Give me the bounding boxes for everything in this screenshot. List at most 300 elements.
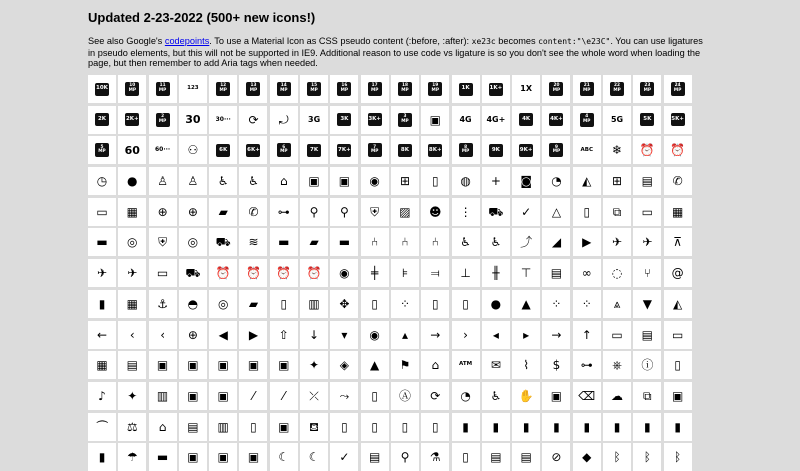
icon-tile-battery-5-bar[interactable]: [482, 413, 510, 441]
arrow-upward-icon: ↑: [581, 327, 592, 342]
icon-tile-add-alarm[interactable]: [542, 167, 570, 195]
icon-tile-add-chart[interactable]: [118, 198, 146, 226]
icon-tile-8mp[interactable]: [452, 136, 480, 164]
8k-plus-icon: 8K+: [428, 144, 442, 157]
icon-tile-airline-seat-legroom-extra[interactable]: [361, 228, 389, 256]
icon-tile-auto-delete[interactable]: [209, 382, 237, 410]
beach-access-icon: ☂: [126, 450, 138, 465]
icon-tile-account-tree[interactable]: [391, 167, 419, 195]
icon-tile-60fps-select[interactable]: [149, 136, 177, 164]
icon-tile-backup[interactable]: [603, 382, 631, 410]
icon-tile-admin-panel-settings[interactable]: [149, 228, 177, 256]
icon-tile-7k-plus[interactable]: [330, 136, 358, 164]
icon-tile-balcony[interactable]: [149, 413, 177, 441]
icon-tile-assistant[interactable]: [300, 351, 328, 379]
bedroom-parent-icon: ▣: [247, 450, 260, 465]
icon-tile-apps-outage[interactable]: [573, 290, 601, 318]
60fps-icon: 60: [124, 143, 140, 157]
icon-tile-account-circle[interactable]: [361, 167, 389, 195]
icon-tile-alarm-add[interactable]: [239, 259, 267, 287]
bike-scooter-icon: ⚲: [400, 450, 410, 465]
icon-tile-360[interactable]: [239, 106, 267, 134]
attractions-icon: ⎈: [612, 358, 622, 373]
icon-tile-android[interactable]: [179, 290, 207, 318]
icon-tile-access-time-filled[interactable]: [118, 167, 146, 195]
icon-tile-add-card[interactable]: [88, 198, 116, 226]
icon-tile-backup-table[interactable]: [633, 382, 661, 410]
icon-tile-arrow-downward[interactable]: [300, 321, 328, 349]
icon-tile-airline-seat-flat[interactable]: [270, 228, 298, 256]
icon-tile-bluetooth-audio[interactable]: [633, 443, 661, 471]
icon-tile-arrow-forward[interactable]: [421, 321, 449, 349]
icon-tile-apps[interactable]: [542, 290, 570, 318]
icon-tile-assured-workload[interactable]: [421, 351, 449, 379]
icon-tile-13mp[interactable]: [239, 75, 267, 103]
icon-tile-arrow-drop-down[interactable]: [330, 321, 358, 349]
icon-tile-add-circle[interactable]: [149, 198, 177, 226]
icon-tile-article[interactable]: [633, 321, 661, 349]
icon-tile-bedtime[interactable]: [270, 443, 298, 471]
icon-tile-battery-alert[interactable]: [542, 413, 570, 441]
icon-tile-10mp[interactable]: [118, 75, 146, 103]
icon-tile-batch-prediction[interactable]: [239, 413, 267, 441]
icon-tile-addchart[interactable]: [664, 198, 692, 226]
icon-tile-arrow-circle-right[interactable]: [239, 321, 267, 349]
icon-tile-battery-6-bar[interactable]: [512, 413, 540, 441]
icon-tile-badge[interactable]: [664, 382, 692, 410]
icon-tile-bedroom-baby[interactable]: [179, 443, 207, 471]
icon-tile-agriculture[interactable]: [209, 228, 237, 256]
icon-tile-airplane-ticket[interactable]: [573, 228, 601, 256]
icon-tile-adb[interactable]: [452, 167, 480, 195]
icon-tile-bike-scooter[interactable]: [391, 443, 419, 471]
icon-tile-align-vertical-center[interactable]: [482, 259, 510, 287]
icon-tile-123[interactable]: [179, 75, 207, 103]
icon-tile-art-track[interactable]: [603, 321, 631, 349]
icon-tile-archive[interactable]: [633, 290, 661, 318]
icon-tile-area-chart[interactable]: [664, 290, 692, 318]
icon-tile-approval[interactable]: [512, 290, 540, 318]
icon-tile-30fps[interactable]: [179, 106, 207, 134]
icon-tile-16mp[interactable]: [330, 75, 358, 103]
icon-tile-ac-unit[interactable]: [603, 136, 631, 164]
icon-tile-assignment-return[interactable]: [209, 351, 237, 379]
icon-tile-4g-mobiledata[interactable]: [452, 106, 480, 134]
icon-tile-6k[interactable]: [209, 136, 237, 164]
icon-tile-align-horizontal-center[interactable]: [361, 259, 389, 287]
icon-tile-adf-scanner[interactable]: [88, 228, 116, 256]
icon-tile-arrow-circle-left[interactable]: [209, 321, 237, 349]
icon-tile-1x-mobiledata[interactable]: [512, 75, 540, 103]
airline-seat-legroom-reduced-icon: ⑃: [431, 235, 439, 250]
icon-tile-abc[interactable]: [573, 136, 601, 164]
icon-tile-assignment-returned[interactable]: [239, 351, 267, 379]
icon-tile-apartment[interactable]: [300, 290, 328, 318]
icon-tile-add-call[interactable]: [664, 167, 692, 195]
icon-tile-animation[interactable]: [209, 290, 237, 318]
adjust-icon: ◎: [127, 235, 138, 250]
icon-tile-airline-stops[interactable]: [512, 228, 540, 256]
18mp-icon-line2: MP: [401, 88, 409, 93]
icon-tile-aod[interactable]: [270, 290, 298, 318]
icon-tile-bluetooth[interactable]: [603, 443, 631, 471]
intro-text-3: becomes: [495, 36, 539, 46]
icon-tile-av-timer[interactable]: [452, 382, 480, 410]
icon-tile-airplanemode-active[interactable]: [603, 228, 631, 256]
icon-tile-2k-plus[interactable]: [118, 106, 146, 134]
icon-tile-auto-awesome[interactable]: [118, 382, 146, 410]
icon-tile-attach-file[interactable]: [512, 351, 540, 379]
icon-tile-airline-seat-legroom-normal[interactable]: [391, 228, 419, 256]
auto-awesome-motion-icon: ▣: [187, 388, 199, 403]
icon-tile-app-shortcut[interactable]: [452, 290, 480, 318]
icon-tile-add-circle-outline[interactable]: [179, 198, 207, 226]
icon-tile-ads-click[interactable]: [179, 228, 207, 256]
icon-tile-airplanemode-off[interactable]: [88, 259, 116, 287]
icon-tile-airline-seat-recline-normal[interactable]: [482, 228, 510, 256]
icon-tile-5mp[interactable]: [88, 136, 116, 164]
icon-tile-9mp[interactable]: [542, 136, 570, 164]
60fps-select-icon: [155, 147, 170, 153]
icon-tile-add-to-drive[interactable]: [542, 198, 570, 226]
icon-tile-attachment[interactable]: [573, 351, 601, 379]
icon-tile-4mp[interactable]: [573, 106, 601, 134]
icon-tile-22mp[interactable]: [603, 75, 631, 103]
icon-tile-backpack[interactable]: [542, 382, 570, 410]
icon-tile-18mp[interactable]: [391, 75, 419, 103]
icon-tile-bluetooth-connected[interactable]: [664, 443, 692, 471]
3mp-icon: [398, 113, 412, 127]
adf-scanner-icon: ▬: [96, 235, 108, 250]
apartment-icon: ▥: [308, 296, 320, 311]
icon-tile-auto-fix-high[interactable]: [239, 382, 267, 410]
icon-tile-4k[interactable]: [512, 106, 540, 134]
bed-icon: ▬: [156, 450, 169, 465]
icon-tile-assistant-direction[interactable]: [330, 351, 358, 379]
icon-tile-battery-charging-full[interactable]: [573, 413, 601, 441]
icon-tile-attractions[interactable]: [603, 351, 631, 379]
icon-tile-bathroom[interactable]: [270, 413, 298, 441]
icon-tile-4k-plus[interactable]: [542, 106, 570, 134]
icon-tile-blinds-closed[interactable]: [512, 443, 540, 471]
9mp-icon-line2: MP: [552, 149, 561, 155]
icon-tile-arrow-circle-up[interactable]: [270, 321, 298, 349]
battery-4-bar-icon: ▮: [462, 419, 469, 434]
icon-tile-attribution[interactable]: [633, 351, 661, 379]
icon-tile-all-out[interactable]: [603, 259, 631, 287]
icon-tile-bakery-dining[interactable]: [88, 413, 116, 441]
15mp-icon-line2: MP: [310, 88, 318, 93]
account-balance-wallet-icon: ▣: [308, 174, 320, 189]
icon-tile-add-shopping-cart[interactable]: [482, 198, 510, 226]
icon-tile-blinds[interactable]: [482, 443, 510, 471]
icon-tile-auto-awesome-mosaic[interactable]: [149, 382, 177, 410]
icon-tile-align-vertical-bottom[interactable]: [452, 259, 480, 287]
icon-tile-assignment-late[interactable]: [179, 351, 207, 379]
icon-tile-alt-route[interactable]: [633, 259, 661, 287]
icon-tile-9k-plus[interactable]: [512, 136, 540, 164]
icon-tile-aspect-ratio[interactable]: [664, 321, 692, 349]
biotech-icon: ⚗: [429, 450, 441, 465]
icon-tile-7k[interactable]: [300, 136, 328, 164]
icon-tile-9k[interactable]: [482, 136, 510, 164]
icon-tile-14mp[interactable]: [270, 75, 298, 103]
icon-tile-arrow-left[interactable]: [482, 321, 510, 349]
add-to-photos-icon: ⧉: [612, 204, 622, 219]
icon-tile-5k[interactable]: [633, 106, 661, 134]
icon-tile-add-task[interactable]: [512, 198, 540, 226]
account-box-icon: ▣: [338, 174, 351, 189]
icon-tile-baby-changing-station[interactable]: [482, 382, 510, 410]
icon-tile-assessment[interactable]: [88, 351, 116, 379]
icon-tile-auto-fix-off[interactable]: [300, 382, 328, 410]
icon-tile-analytics[interactable]: [118, 290, 146, 318]
icon-tile-block[interactable]: [542, 443, 570, 471]
icon-tile-assistant-navigation[interactable]: [361, 351, 389, 379]
icon-tile-balance[interactable]: [118, 413, 146, 441]
15mp-icon-line1: 15: [311, 83, 318, 89]
icon-tile-6-ft-apart[interactable]: [179, 136, 207, 164]
icon-tile-arrow-back-ios-new[interactable]: [149, 321, 177, 349]
icon-tile-add-location[interactable]: [300, 198, 328, 226]
icon-tile-album[interactable]: [330, 259, 358, 287]
icon-tile-3k-plus[interactable]: [361, 106, 389, 134]
icon-tile-assignment[interactable]: [118, 351, 146, 379]
icon-tile-add-alert[interactable]: [573, 167, 601, 195]
icon-tile-app-settings-alt[interactable]: [421, 290, 449, 318]
icon-tile-anchor[interactable]: [149, 290, 177, 318]
icon-tile-3mp[interactable]: [391, 106, 419, 134]
13mp-icon-line2: MP: [249, 88, 258, 93]
icon-tile-alternate-email[interactable]: [664, 259, 692, 287]
icon-tile-6k-plus[interactable]: [239, 136, 267, 164]
icon-tile-60fps[interactable]: [118, 136, 146, 164]
icon-tile-11mp[interactable]: [149, 75, 177, 103]
icon-tile-arrow-forward-ios[interactable]: [452, 321, 480, 349]
icon-tile-all-inclusive[interactable]: [573, 259, 601, 287]
all-out-icon: ◌: [611, 266, 623, 281]
icon-tile-all-inbox[interactable]: [542, 259, 570, 287]
icon-tile-12mp[interactable]: [209, 75, 237, 103]
icon-tile-bedroom-child[interactable]: [209, 443, 237, 471]
icon-tile-beach-access[interactable]: [118, 443, 146, 471]
icon-tile-battery-1-bar[interactable]: [361, 413, 389, 441]
icon-tile-bedtime-off[interactable]: [300, 443, 328, 471]
icon-tile-7mp[interactable]: [361, 136, 389, 164]
icon-tile-3p[interactable]: [421, 106, 449, 134]
icon-tile-alarm-on[interactable]: [300, 259, 328, 287]
icon-tile-30fps-select[interactable]: [209, 106, 237, 134]
icon-tile-auto-awesome-motion[interactable]: [179, 382, 207, 410]
icon-tile-add-ic-call[interactable]: [239, 198, 267, 226]
icon-tile-airplay-screen[interactable]: [149, 259, 177, 287]
icon-tile-airline-seat-legroom-reduced[interactable]: [421, 228, 449, 256]
icon-tile-auto-fix-normal[interactable]: [270, 382, 298, 410]
icon-tile-arrow-circle-down[interactable]: [179, 321, 207, 349]
icon-tile-3d-rotation[interactable]: [270, 106, 298, 134]
icon-tile-ad-units[interactable]: [421, 167, 449, 195]
icon-tile-add-to-home-screen[interactable]: [573, 198, 601, 226]
icon-tile-17mp[interactable]: [361, 75, 389, 103]
amp-stories-icon: ▮: [98, 296, 106, 311]
icon-tile-adjust[interactable]: [118, 228, 146, 256]
icon-tile-autorenew[interactable]: [421, 382, 449, 410]
icon-tile-8k-plus[interactable]: [421, 136, 449, 164]
icon-tile-add-moderator[interactable]: [361, 198, 389, 226]
icon-tile-bed[interactable]: [149, 443, 177, 471]
5mp-icon-line2: MP: [98, 149, 106, 155]
icon-tile-add-comment[interactable]: [209, 198, 237, 226]
icon-tile-add-location-alt[interactable]: [330, 198, 358, 226]
icon-tile-5k-plus[interactable]: [664, 106, 692, 134]
icon-tile-3g-mobiledata[interactable]: [300, 106, 328, 134]
icon-tile-23mp[interactable]: [633, 75, 661, 103]
icon-tile-alarm[interactable]: [209, 259, 237, 287]
icon-tile-battery-std[interactable]: [664, 413, 692, 441]
icon-tile-5g[interactable]: [603, 106, 631, 134]
icon-tile-20mp[interactable]: [542, 75, 570, 103]
icon-tile-attach-email[interactable]: [482, 351, 510, 379]
battery-2-bar-icon: ▯: [401, 419, 409, 434]
icon-tile-audiotrack[interactable]: [88, 382, 116, 410]
icon-tile-accessibility-new[interactable]: [179, 167, 207, 195]
icon-tile-align-horizontal-left[interactable]: [391, 259, 419, 287]
icon-tile-app-blocking[interactable]: [361, 290, 389, 318]
icon-tile-add-photo-alternate[interactable]: [391, 198, 419, 226]
icon-tile-airline-seat-individual-suite[interactable]: [330, 228, 358, 256]
icon-tile-assignment-ind[interactable]: [149, 351, 177, 379]
icon-tile-autofps-select[interactable]: [391, 382, 419, 410]
icon-tile-auto-stories[interactable]: [361, 382, 389, 410]
icon-tile-air[interactable]: [239, 228, 267, 256]
icon-tile-2mp[interactable]: [149, 106, 177, 134]
icon-tile-alarm-off[interactable]: [270, 259, 298, 287]
icon-tile-19mp[interactable]: [421, 75, 449, 103]
icon-tile-align-horizontal-right[interactable]: [421, 259, 449, 287]
icon-tile-access-time[interactable]: [88, 167, 116, 195]
access-time-icon: ◷: [96, 174, 108, 189]
icon-tile-battery-2-bar[interactable]: [391, 413, 419, 441]
icon-tile-1k[interactable]: [452, 75, 480, 103]
icon-tile-apple[interactable]: [482, 290, 510, 318]
icon-tile-api[interactable]: [330, 290, 358, 318]
icon-tile-account-box[interactable]: [330, 167, 358, 195]
icon-tile-arrow-right[interactable]: [512, 321, 540, 349]
icon-tile-battery-3-bar[interactable]: [421, 413, 449, 441]
icon-tile-bar-chart[interactable]: [209, 413, 237, 441]
icon-tile-accessible-forward[interactable]: [239, 167, 267, 195]
1k-icon: 1K: [459, 83, 473, 96]
icon-tile-battery-saver[interactable]: [633, 413, 661, 441]
icon-tile-6mp[interactable]: [270, 136, 298, 164]
icon-tile-announcement[interactable]: [239, 290, 267, 318]
icon-tile-add-road[interactable]: [452, 198, 480, 226]
icon-tile-add[interactable]: [482, 167, 510, 195]
icon-tile-21mp[interactable]: [573, 75, 601, 103]
icon-tile-arrow-right-alt[interactable]: [542, 321, 570, 349]
icon-tile-airplanemode-inactive[interactable]: [633, 228, 661, 256]
arrow-back-ios-icon: ‹: [129, 327, 135, 342]
icon-tile-add-reaction[interactable]: [421, 198, 449, 226]
icon-tile-bloodtype[interactable]: [573, 443, 601, 471]
icon-tile-bedroom-parent[interactable]: [239, 443, 267, 471]
icon-tile-arrow-drop-up[interactable]: [391, 321, 419, 349]
icon-tile-airline-seat-flat-angled[interactable]: [300, 228, 328, 256]
icon-tile-10k[interactable]: [88, 75, 116, 103]
icon-tile-access-alarms[interactable]: [664, 136, 692, 164]
4mp-icon-line2: MP: [583, 118, 591, 124]
icon-tile-audio-file[interactable]: [664, 351, 692, 379]
icon-tile-add-business[interactable]: [633, 167, 661, 195]
icon-tile-24mp[interactable]: [664, 75, 692, 103]
icon-tile-assignment-turned-in[interactable]: [270, 351, 298, 379]
icon-tile-add-box[interactable]: [603, 167, 631, 195]
icon-tile-align-vertical-top[interactable]: [512, 259, 540, 287]
icon-tile-battery-full[interactable]: [603, 413, 631, 441]
icon-tile-airplay[interactable]: [664, 228, 692, 256]
icon-tile-assistant-photo[interactable]: [391, 351, 419, 379]
icon-tile-beenhere[interactable]: [330, 443, 358, 471]
icon-tile-backspace[interactable]: [573, 382, 601, 410]
icon-tile-1k-plus[interactable]: [482, 75, 510, 103]
icon-tile-accessibility[interactable]: [149, 167, 177, 195]
icon-tile-arrow-back[interactable]: [88, 321, 116, 349]
icon-tile-ballot[interactable]: [179, 413, 207, 441]
icon-tile-battery-4-bar[interactable]: [452, 413, 480, 441]
icon-tile-arrow-upward[interactable]: [573, 321, 601, 349]
battery-saver-icon: ▮: [644, 419, 651, 434]
icon-tile-amp-stories[interactable]: [88, 290, 116, 318]
icon-tile-blender[interactable]: [452, 443, 480, 471]
backspace-icon: ⌫: [578, 388, 596, 403]
icon-tile-15mp[interactable]: [300, 75, 328, 103]
icon-tile-arrow-back-ios[interactable]: [118, 321, 146, 349]
icon-tile-3k[interactable]: [330, 106, 358, 134]
icon-tile-accessible[interactable]: [209, 167, 237, 195]
icon-tile-account-balance[interactable]: [270, 167, 298, 195]
icon-tile-airplanemode-on[interactable]: [118, 259, 146, 287]
icon-tile-attach-money[interactable]: [542, 351, 570, 379]
icon-tile-bathtub[interactable]: [300, 413, 328, 441]
icon-tile-add-to-queue[interactable]: [633, 198, 661, 226]
icon-tile-airport-shuttle[interactable]: [179, 259, 207, 287]
icon-tile-architecture[interactable]: [603, 290, 631, 318]
icon-tile-2k[interactable]: [88, 106, 116, 134]
assistant-icon: ✦: [309, 358, 320, 373]
icon-tile-airline-seat-recline-extra[interactable]: [452, 228, 480, 256]
icon-tile-arrow-drop-down-circle[interactable]: [361, 321, 389, 349]
icon-tile-bento[interactable]: [361, 443, 389, 471]
icon-tile-account-balance-wallet[interactable]: [300, 167, 328, 195]
icon-tile-4g-plus-mobiledata[interactable]: [482, 106, 510, 134]
codepoints-link[interactable]: codepoints: [164, 36, 210, 46]
icon-tile-add-link[interactable]: [270, 198, 298, 226]
icon-tile-auto-graph[interactable]: [330, 382, 358, 410]
icon-tile-airlines[interactable]: [542, 228, 570, 256]
arrow-drop-down-circle-icon: ◉: [369, 327, 380, 342]
icon-tile-add-a-photo[interactable]: [512, 167, 540, 195]
icon-tile-battery-unknown[interactable]: [88, 443, 116, 471]
20mp-icon-line2: MP: [552, 88, 561, 93]
icon-tile-atm[interactable]: [452, 351, 480, 379]
icon-tile-app-registration[interactable]: [391, 290, 419, 318]
icon-tile-access-alarm[interactable]: [633, 136, 661, 164]
icon-tile-biotech[interactable]: [421, 443, 449, 471]
icon-tile-8k[interactable]: [391, 136, 419, 164]
icon-tile-back-hand[interactable]: [512, 382, 540, 410]
icon-tile-add-to-photos[interactable]: [603, 198, 631, 226]
icon-tile-battery-0-bar[interactable]: [330, 413, 358, 441]
